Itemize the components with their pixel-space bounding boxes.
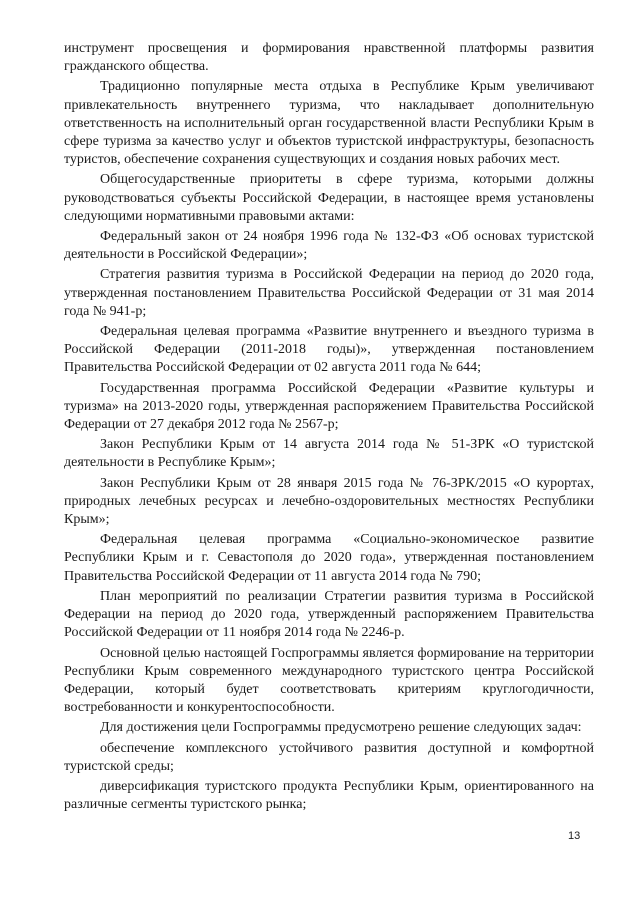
paragraph: Для достижения цели Госпрограммы предусмотрено решение следующих задач: xyxy=(100,720,582,736)
paragraph: Стратегия развития туризма в Российской Федерации на период до 2020 года, утвержденная постановлением Правительства Российской Федерации от 31 мая 2014 года № 941-р; xyxy=(64,267,594,319)
paragraph: Государственная программа Российской Федерации «Развитие культуры и туризма» на 2013-2020 годы, утвержденная распоряжением Правительства Российской Федерации от 27 декабря 2012 года № 2567-р; xyxy=(64,380,594,433)
paragraph: Общегосударственные приоритеты в сфере туризма, которыми должны руководствоваться субъекты Российской Федерации, в настоящее время установлены следующими нормативными правовыми актами: xyxy=(64,172,594,224)
paragraph: Федеральная целевая программа «Развитие внутреннего и въездного туризма в Российской Федерации (2011-2018 годы)», утвержденная постановлением Правительства Российской Федерации от 02 августа 2011 года № 644; xyxy=(64,324,594,376)
paragraph: Традиционно популярные места отдыха в Республике Крым увеличивают привлекательность внутреннего туризма, что накладывает дополнительную ответственность на исполнительный орган государственной власти Республики Крым в сфере туризма за качество услуг и объектов туристской инфраструктуры, безопасность туристов, обеспечение сохранения существующих и создания новых рабочих мест. xyxy=(64,79,594,168)
paragraph: Федеральная целевая программа «Социально-экономическое развитие Республики Крым и г. Севастополя до 2020 года», утвержденная постановлением Правительства Российской Федерации от 11 августа 2014 года № 790; xyxy=(64,532,594,584)
page-number: 13 xyxy=(568,830,581,842)
paragraph: Закон Республики Крым от 28 января 2015 года № 76-ЗРК/2015 «О курортах, природных лечебных ресурсах и лечебно-оздоровительных местностях Республики Крым»; xyxy=(64,475,594,528)
paragraph: План мероприятий по реализации Стратегии развития туризма в Российской Федерации на период до 2020 года, утвержденный распоряжением Правительства Российской Федерации от 11 ноября 2014 года № 2246-р. xyxy=(64,588,594,641)
paragraph: инструмент просвещения и формирования нравственной платформы развития гражданского общества. xyxy=(64,41,594,75)
paragraph: диверсификация туристского продукта Республики Крым, ориентированного на различные сегменты туристского рынка; xyxy=(64,778,594,813)
paragraph: Основной целью настоящей Госпрограммы является формирование на территории Республики Крым современного международного туристского центра Российской Федерации, который будет соответствовать критериям круглогодичности, востребованности и конкурентоспособности. xyxy=(64,645,594,716)
paragraph: обеспечение комплексного устойчивого развития доступной и комфортной туристской среды; xyxy=(64,740,594,774)
paragraph: Федеральный закон от 24 ноября 1996 года № 132-ФЗ «Об основах туристской деятельности в Российской Федерации»; xyxy=(64,229,594,263)
paragraph: Закон Республики Крым от 14 августа 2014 года № 51-ЗРК «О туристской деятельности в Республике Крым»; xyxy=(64,437,594,471)
body-text xyxy=(64,40,594,814)
